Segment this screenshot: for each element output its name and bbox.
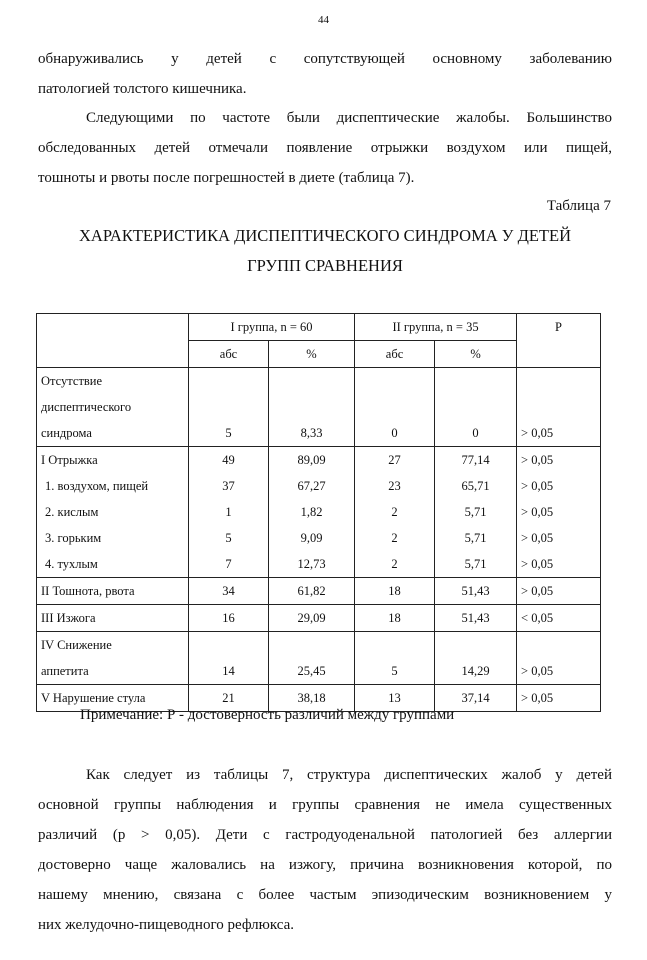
table-row [37,447,601,578]
label-line: Отсутствие [41,374,103,388]
cell-pct1 [269,447,355,578]
cell-abs1 [189,447,269,578]
cell-abs2 [355,447,435,578]
table-row [37,632,601,685]
cell-value: 37 [222,479,235,493]
cell-value: 2 [391,531,398,545]
cell-abs2: 18 [355,605,435,632]
cell-pct2: 0 [435,368,517,447]
cell-p [517,447,601,578]
cell-value: > 0,05 [521,531,554,545]
cell-value: 49 [222,453,235,467]
cell-p: > 0,05 [517,578,601,605]
cell-value: 27 [388,453,401,467]
cell-value: 67,27 [297,479,326,493]
cell-value: 1,82 [300,505,323,519]
cell-value: 7 [225,557,232,571]
cell-value: 5 [225,531,232,545]
cell-value: 77,14 [461,453,490,467]
text-line: патологией толстого кишечника. [38,81,247,97]
label-line: 2. кислым [45,505,99,519]
table-row [37,578,601,605]
text-line: них желудочно-пищеводного рефлюкса. [38,917,295,933]
row-label [37,368,189,447]
table-title [38,221,612,281]
cell-value: 5,71 [464,531,487,545]
cell-value: > 0,05 [521,505,554,519]
page-number: 44 [318,14,329,26]
cell-p: < 0,05 [517,605,601,632]
header-pct: % [269,341,355,368]
table-title-line: ХАРАКТЕРИСТИКА ДИСПЕПТИЧЕСКОГО СИНДРОМА У ДЕТЕЙ [79,226,571,245]
cell-value: 2 [391,505,398,519]
cell-pct2: 37,14 [435,685,517,712]
table-header-row [37,314,601,341]
cell-value: 5,71 [464,557,487,571]
cell-value: 5,71 [464,505,487,519]
cell-pct1: 25,45 [269,632,355,685]
label-line: IV Снижение [41,638,112,652]
cell-value: 89,09 [297,453,326,467]
text-line: достоверно чаще жаловались на изжогу, причина возникновения которой, по [38,857,612,873]
row-label [37,632,189,685]
header-group2: II группа, n = 35 [355,314,517,341]
label-line: 3. горьким [45,531,102,545]
table-row [37,605,601,632]
label-line: синдрома [41,426,92,440]
cell-value: 1 [225,505,232,519]
cell-abs1: 5 [189,368,269,447]
cell-pct2: 51,43 [435,578,517,605]
cell-pct1: 29,09 [269,605,355,632]
cell-value: 23 [388,479,401,493]
cell-pct2: 51,43 [435,605,517,632]
text-line: Следующими по частоте были диспептические жалобы. Большинство [86,110,612,126]
cell-abs1: 16 [189,605,269,632]
label-line: 1. воздухом, пищей [45,479,149,493]
cell-value: > 0,05 [521,453,554,467]
header-empty [37,314,189,368]
cell-p: > 0,05 [517,685,601,712]
header-abs: абс [189,341,269,368]
row-label [37,447,189,578]
text-line: различий (p > 0,05). Дети с гастродуоденальной патологией без аллергии [38,827,612,843]
table-label: Таблица 7 [546,198,611,214]
row-label: II Тошнота, рвота [37,578,189,605]
header-abs: абс [355,341,435,368]
cell-pct1: 61,82 [269,578,355,605]
cell-abs2: 18 [355,578,435,605]
cell-value: > 0,05 [521,557,554,571]
row-label: III Изжога [37,605,189,632]
paragraph-intro [38,44,612,104]
cell-abs2: 0 [355,368,435,447]
table-note: Примечание: Р - достоверность различий между группами [80,707,455,723]
label-line: I Отрыжка [41,453,98,467]
text-line: тошноты и рвоты после погрешностей в диете (таблица 7). [38,170,415,186]
cell-pct2: 14,29 [435,632,517,685]
cell-p: > 0,05 [517,632,601,685]
table-title-line: ГРУПП СРАВНЕНИЯ [247,256,403,275]
paragraph-complaints [38,103,612,193]
row-label: V Нарушение стула [37,685,189,712]
cell-abs2: 5 [355,632,435,685]
text-line: основной группы наблюдения и группы сравнения не имела существенных [38,797,612,813]
text-line: обследованных детей отмечали появление отрыжки воздухом или пищей, [38,140,612,156]
header-p: P [517,314,601,368]
cell-pct1: 38,18 [269,685,355,712]
cell-value: 65,71 [461,479,490,493]
cell-p: > 0,05 [517,368,601,447]
header-pct: % [435,341,517,368]
paragraph-conclusion [38,760,612,940]
cell-pct1: 8,33 [269,368,355,447]
cell-abs2: 13 [355,685,435,712]
label-line: диспептического [41,400,132,414]
label-line: 4. тухлым [45,557,98,571]
cell-abs1: 21 [189,685,269,712]
cell-value: 9,09 [300,531,323,545]
label-line: аппетита [41,664,89,678]
text-line: обнаруживались у детей с сопутствующей основному заболеванию [38,51,612,67]
cell-value: 12,73 [297,557,326,571]
header-group1: I группа, n = 60 [189,314,355,341]
text-line: нашему мнению, связана с более частым эпизодическим возникновением у [38,887,612,903]
text-line: Как следует из таблицы 7, структура диспептических жалоб у детей [86,767,612,783]
table-row [37,368,601,447]
cell-value: 2 [391,557,398,571]
cell-abs1: 34 [189,578,269,605]
cell-value: > 0,05 [521,479,554,493]
dyspeptic-syndrome-table [36,313,601,712]
cell-abs1: 14 [189,632,269,685]
cell-pct2 [435,447,517,578]
